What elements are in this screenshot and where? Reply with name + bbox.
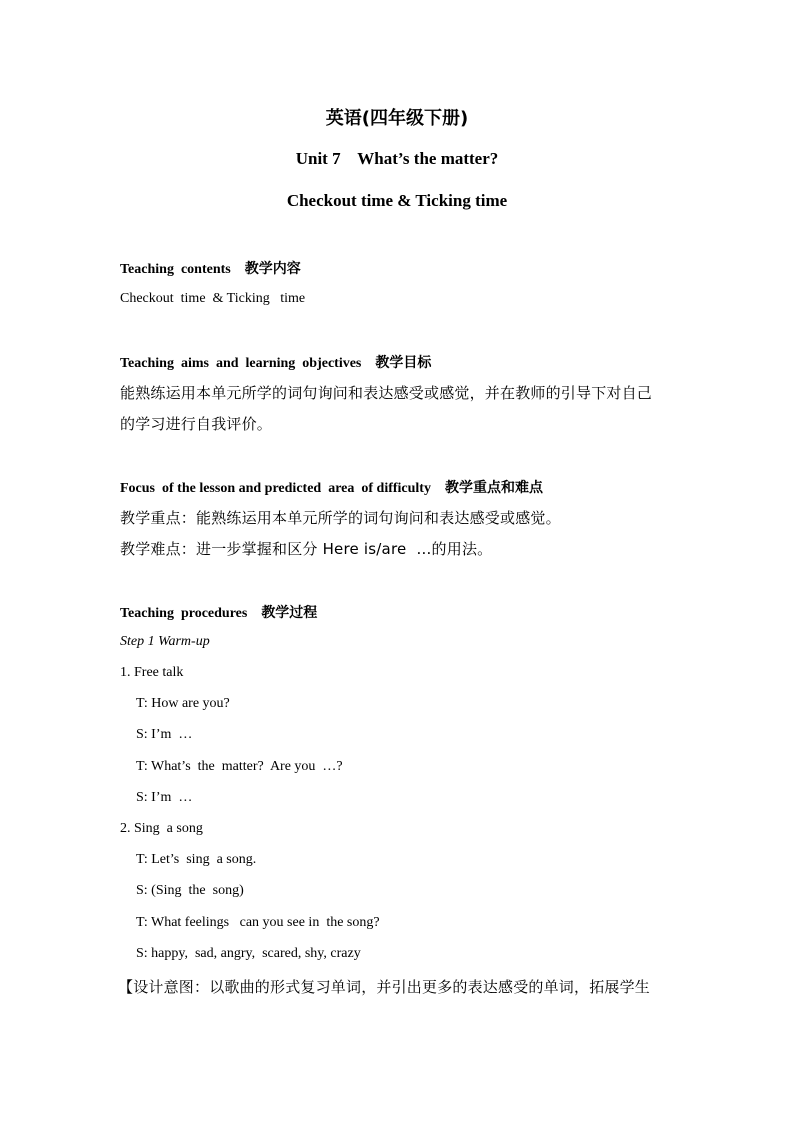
procedures-heading-cn: 教学过程 bbox=[261, 605, 318, 621]
focus-difficult-point: 教学难点：进一步掌握和区分 Here is/are …的用法。 bbox=[120, 540, 493, 558]
focus-heading bbox=[120, 477, 543, 497]
focus-heading-cn: 教学重点和难点 bbox=[444, 480, 543, 496]
contents-heading-cn: 教学内容 bbox=[244, 261, 301, 277]
item-free-talk: 1. Free talk bbox=[120, 665, 184, 680]
document-title: 英语(四年级下册) bbox=[325, 108, 469, 129]
contents-text: Checkout time & Ticking time bbox=[120, 291, 306, 306]
focus-heading-en: Focus of the lesson and predicted area of difficulty bbox=[120, 481, 431, 496]
aims-heading-en: Teaching aims and learning objectives bbox=[120, 356, 362, 371]
dialog-line: T: Let’s sing a song. bbox=[136, 852, 257, 867]
dialog-line: S: I’m … bbox=[136, 790, 193, 805]
dialog-line: T: What feelings can you see in the song? bbox=[136, 915, 380, 930]
dialog-line: S: I’m … bbox=[136, 727, 193, 742]
dialog-line: T: What’s the matter? Are you …? bbox=[136, 759, 343, 774]
procedures-heading-en: Teaching procedures bbox=[120, 606, 248, 621]
aims-line-1: 能熟练运用本单元所学的词句询问和表达感受或感觉，并在教师的引导下对自己 bbox=[120, 384, 653, 402]
contents-heading bbox=[120, 258, 301, 278]
contents-heading-en: Teaching contents bbox=[120, 262, 231, 277]
aims-line-2: 的学习进行自我评价。 bbox=[120, 415, 273, 433]
dialog-line: T: How are you? bbox=[136, 696, 230, 711]
aims-heading bbox=[120, 352, 431, 372]
dialog-line: S: (Sing the song) bbox=[136, 883, 244, 898]
dialog-line: S: happy, sad, angry, scared, shy, crazy bbox=[136, 946, 361, 961]
item-sing-song: 2. Sing a song bbox=[120, 821, 203, 836]
focus-key-point: 教学重点：能熟练运用本单元所学的词句询问和表达感受或感觉。 bbox=[120, 509, 561, 527]
aims-heading-cn: 教学目标 bbox=[375, 355, 432, 371]
unit-title: Unit 7 What’s the matter? bbox=[295, 149, 499, 168]
design-intent: 【设计意图：以歌曲的形式复习单词，并引出更多的表达感受的单词，拓展学生 bbox=[118, 978, 651, 996]
procedures-heading bbox=[120, 602, 317, 622]
step-1-heading: Step 1 Warm-up bbox=[120, 634, 210, 649]
lesson-title: Checkout time & Ticking time bbox=[286, 191, 508, 210]
